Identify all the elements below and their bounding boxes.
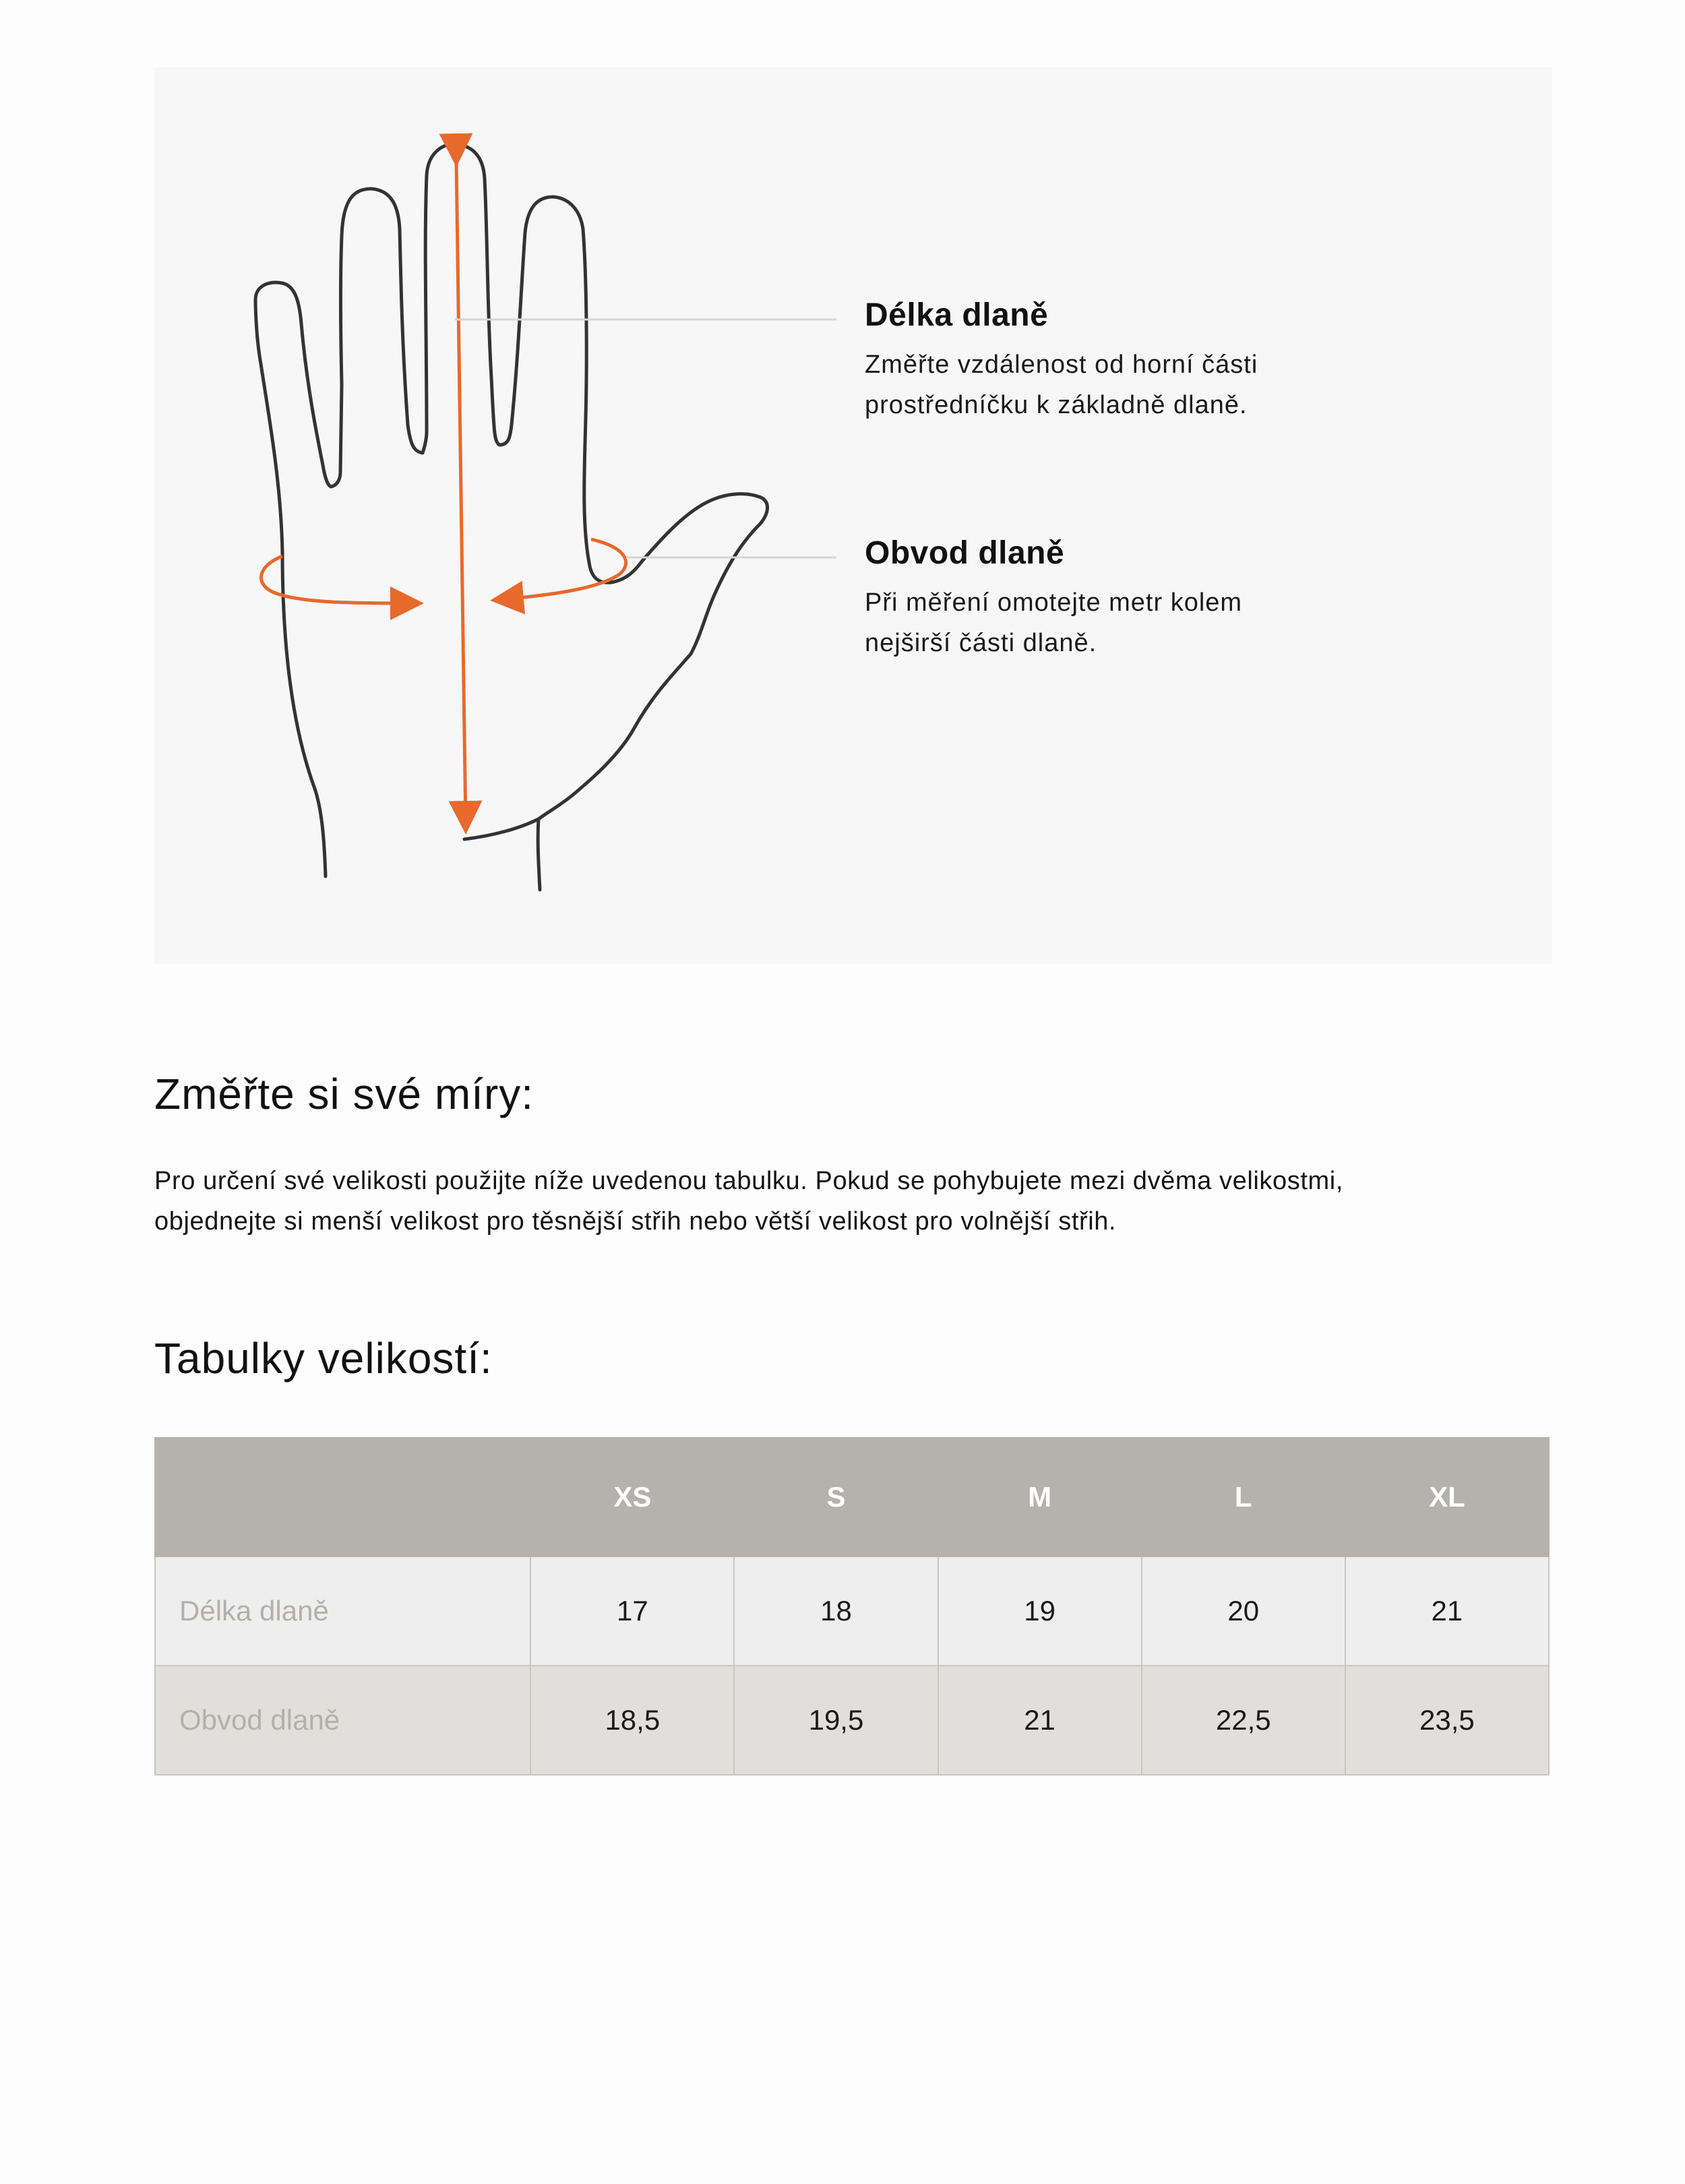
table-cell: 18,5 [530, 1666, 734, 1775]
table-cell: 19,5 [734, 1666, 938, 1775]
girth-callout-text-line-2: nejširší části dlaně. [865, 629, 1097, 657]
girth-callout-title: Obvod dlaně [865, 535, 1065, 571]
length-callout [865, 297, 1471, 425]
girth-arrow-icon [261, 539, 625, 603]
header-size-l: L [1142, 1438, 1345, 1556]
table-row-palm-girth [155, 1666, 1549, 1775]
table-cell: 17 [530, 1556, 734, 1666]
header-size-xl: XL [1345, 1438, 1549, 1556]
measure-text-line-2: objednejte si menší velikost pro těsnější střih nebo větší velikost pro volnější střih. [154, 1207, 1117, 1236]
size-table [154, 1437, 1550, 1776]
header-size-m: M [938, 1438, 1142, 1556]
table-cell: 19 [938, 1556, 1142, 1666]
measure-text-line-1: Pro určení své velikosti použijte níže uvedenou tabulku. Pokud se pohybujete mezi dvěma velikostmi, [154, 1167, 1343, 1195]
girth-callout-text [865, 582, 1471, 663]
measure-section-text [154, 1161, 1543, 1242]
measure-section-title: Změřte si své míry: [154, 1070, 534, 1118]
length-arrow-icon [456, 160, 466, 828]
table-row-palm-length [155, 1556, 1549, 1666]
table-cell: 21 [1345, 1556, 1549, 1666]
table-cell: 18 [734, 1556, 938, 1666]
hand-outline-icon [255, 144, 768, 890]
row-label: Obvod dlaně [155, 1666, 530, 1775]
table-cell: 20 [1142, 1556, 1345, 1666]
length-callout-text [865, 344, 1471, 425]
size-table-header-row [155, 1438, 1549, 1556]
table-cell: 23,5 [1345, 1666, 1549, 1775]
length-callout-text-line-2: prostředníčku k základně dlaně. [865, 391, 1248, 419]
hand-measurement-illustration [154, 67, 1552, 964]
length-callout-text-line-1: Změřte vzdálenost od horní části [865, 351, 1258, 379]
girth-callout [865, 535, 1471, 663]
table-cell: 21 [938, 1666, 1142, 1775]
size-table-title: Tabulky velikostí: [154, 1334, 493, 1383]
header-empty-cell [155, 1438, 530, 1556]
girth-callout-text-line-1: Při měření omotejte metr kolem [865, 588, 1243, 617]
length-callout-title: Délka dlaně [865, 297, 1049, 333]
header-size-xs: XS [530, 1438, 734, 1556]
row-label: Délka dlaně [155, 1556, 530, 1666]
hand-illustration-panel [154, 67, 1552, 964]
table-cell: 22,5 [1142, 1666, 1345, 1775]
header-size-s: S [734, 1438, 938, 1556]
